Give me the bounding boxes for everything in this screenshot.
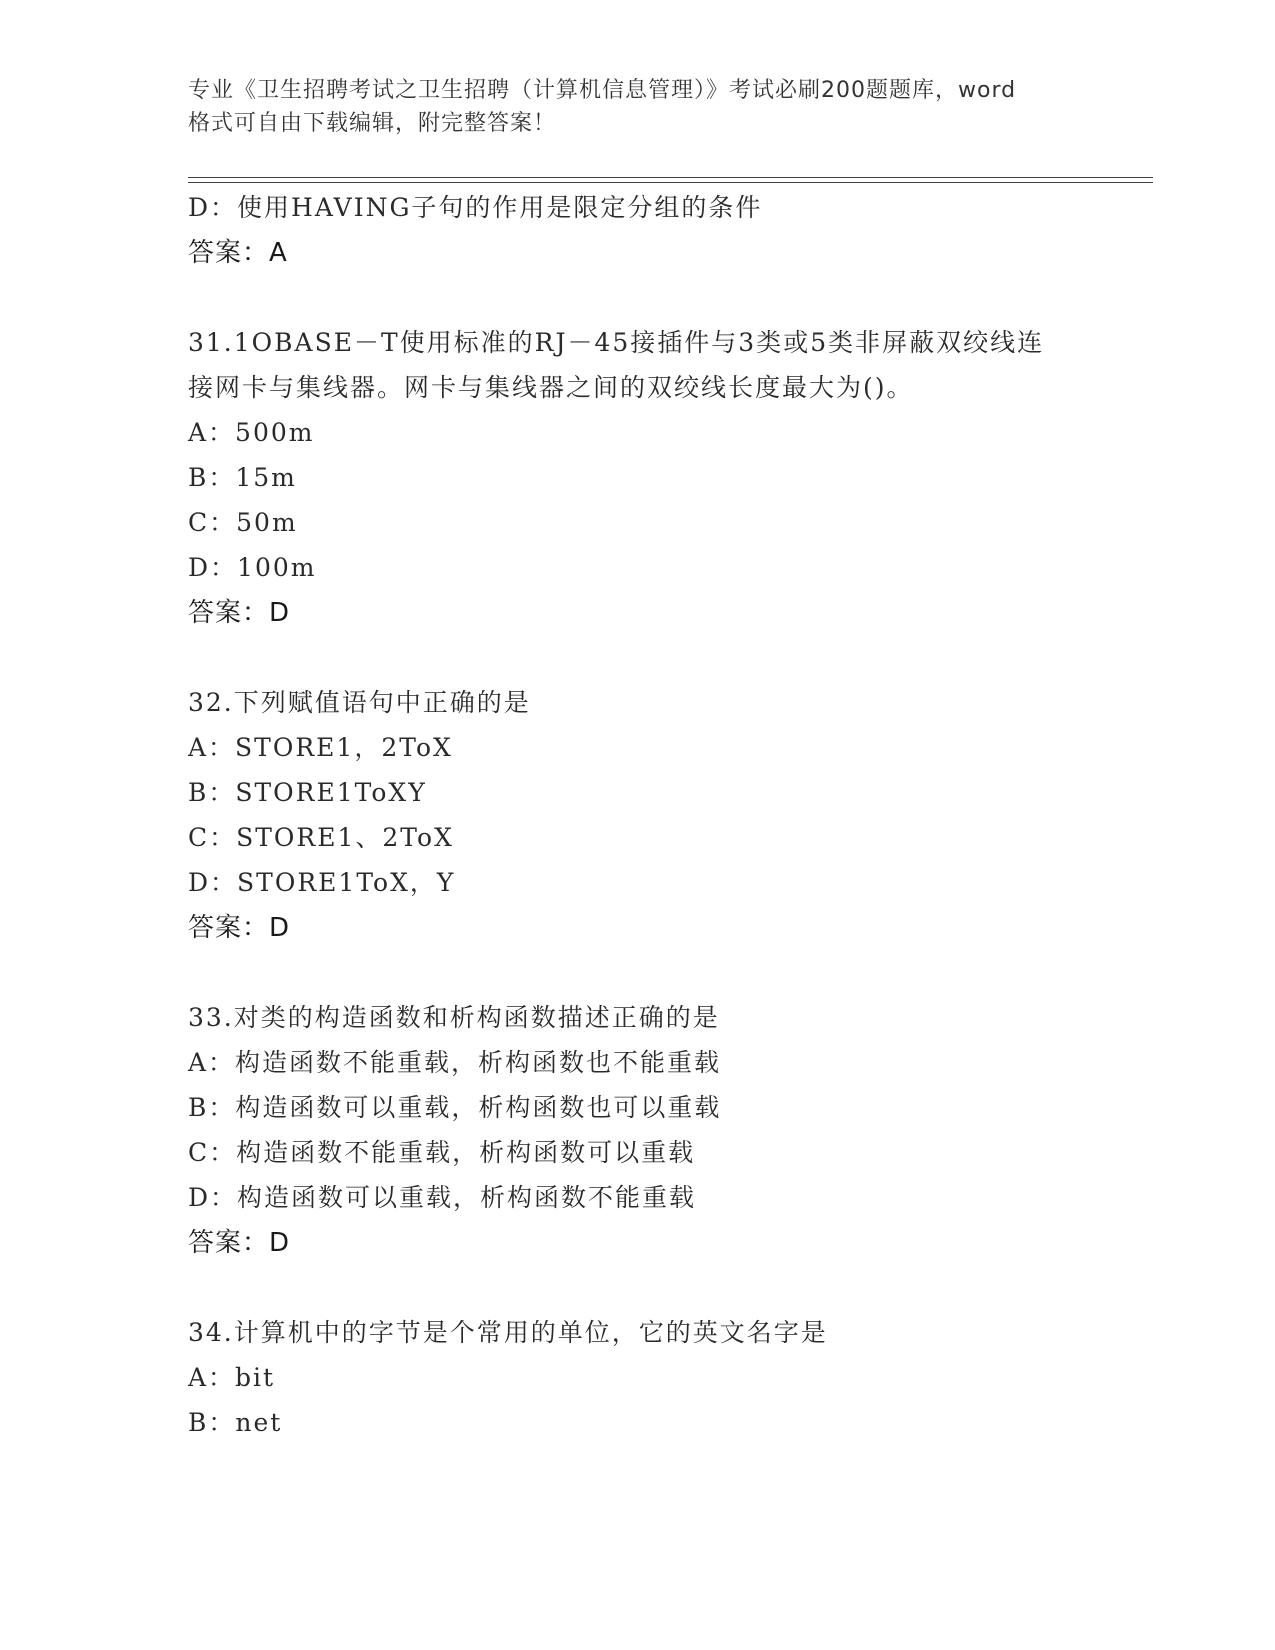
q33-answer: 答案：D: [188, 1228, 291, 1258]
q32-option-a: A：STORE1，2ToX: [188, 733, 453, 762]
q32-answer: 答案：D: [188, 913, 291, 943]
document-header: [188, 74, 1088, 140]
q34-option-b: B：net: [188, 1408, 283, 1437]
q31-option-b: B：15m: [188, 463, 297, 492]
q31-option-d: D：100m: [188, 553, 317, 582]
header-divider-bottom: [188, 182, 1153, 183]
q34-stem: 34.计算机中的字节是个常用的单位，它的英文名字是: [188, 1318, 828, 1347]
q32-stem: 32.下列赋值语句中正确的是: [188, 688, 531, 717]
q33-option-d: D：构造函数可以重载，析构函数不能重载: [188, 1183, 697, 1212]
q32-option-c: C：STORE1、2ToX: [188, 823, 454, 852]
header-divider-top: [188, 177, 1153, 178]
q32-option-d: D：STORE1ToX，Y: [188, 868, 456, 897]
q33-option-a: A：构造函数不能重载，析构函数也不能重载: [188, 1048, 722, 1077]
header-line-1: 专业《卫生招聘考试之卫生招聘（计算机信息管理）》考试必刷200题题库，word: [188, 78, 1017, 103]
q33-option-c: C：构造函数不能重载，析构函数可以重载: [188, 1138, 696, 1167]
q34-option-a: A：bit: [188, 1363, 276, 1392]
q33-option-b: B：构造函数可以重载，析构函数也可以重载: [188, 1093, 722, 1122]
q31-answer: 答案：D: [188, 598, 291, 628]
header-line-2: 格式可自由下载编辑，附完整答案！: [188, 111, 557, 136]
q31-option-a: A：500m: [188, 418, 315, 447]
q31-stem-line-2: 接网卡与集线器。网卡与集线器之间的双绞线长度最大为()。: [188, 373, 914, 402]
q31-stem-line-1: 31.1OBASE－T使用标准的RJ－45接插件与3类或5类非屏蔽双绞线连: [188, 328, 1045, 357]
prev-answer: 答案：A: [188, 238, 288, 268]
q33-stem: 33.对类的构造函数和析构函数描述正确的是: [188, 1003, 720, 1032]
q31-option-c: C：50m: [188, 508, 298, 537]
prev-option-d: D：使用HAVING子句的作用是限定分组的条件: [188, 193, 763, 222]
q32-option-b: B：STORE1ToXY: [188, 778, 427, 807]
